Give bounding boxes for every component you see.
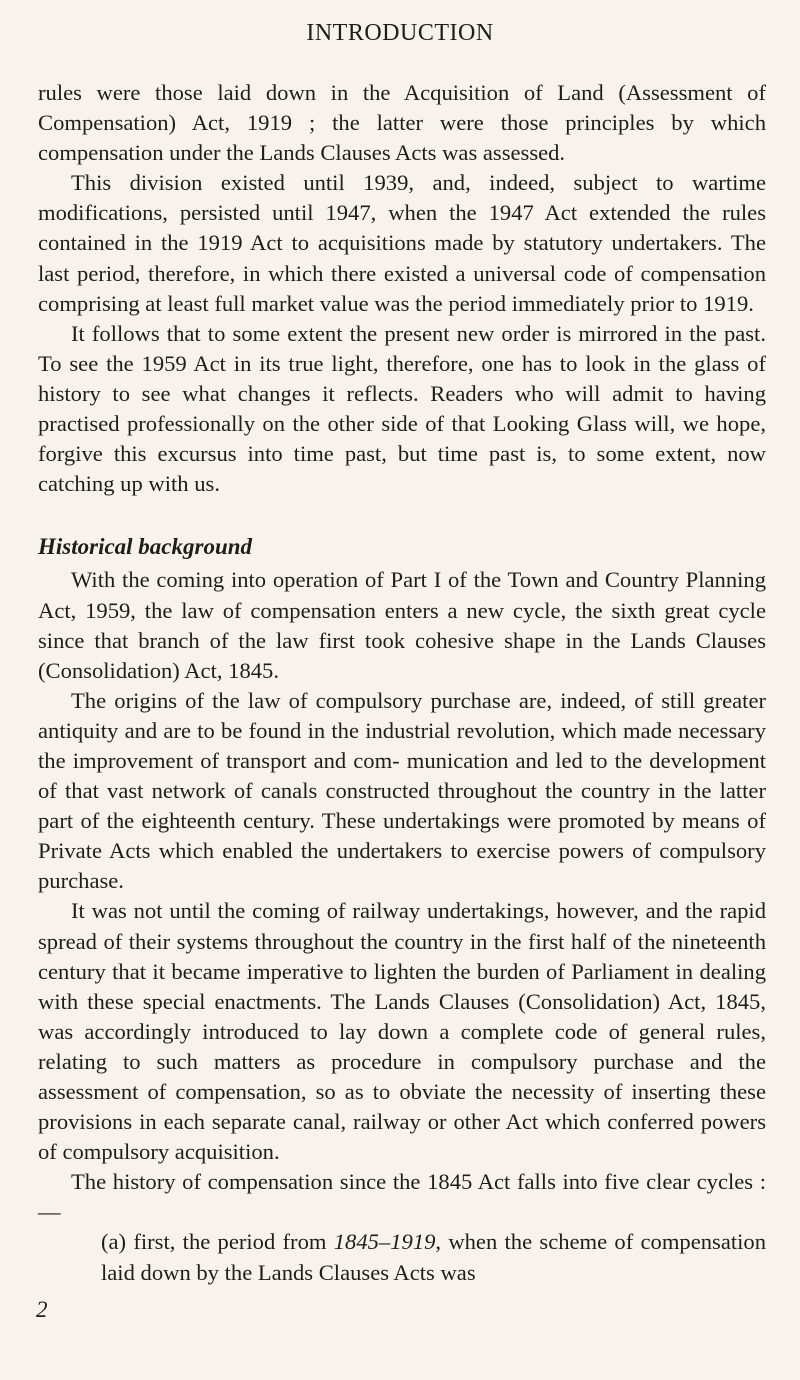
paragraph: The origins of the law of compulsory purchase are, indeed, of still greater antiquity and are to be found in the industrial revolution, which made necessary the improvement of transport and com- munication and led to the development of that vast network of canals constructed throughout the country in the latter part of the eighteenth century. These undertakings were promoted by means of Private Acts which enabled the undertakers to exercise powers of compulsory purchase. [38,687,766,894]
section-heading: Historical background [38,534,253,560]
paragraph: With the coming into operation of Part I of the Town and Country Planning Act, 1959, the law of compensation enters a new cycle, the sixth great cycle since that branch of the law first took cohesive shape in the Lands Clauses (Consolidation) Act, 1845. [38,567,766,683]
list-item-period: 1845–1919 [333,1229,436,1255]
running-header: INTRODUCTION [306,20,494,46]
body-text [38,78,766,1288]
list-item-label: (a) [101,1229,127,1255]
list-item-text-continued: , when the scheme of compensation laid down by the Lands Clauses Acts was [101,1229,766,1285]
paragraph: It follows that to some extent the present new order is mirrored in the past. To see the 1959 Act in its true light, therefore, one has to look in the glass of history to see what changes it reflects. Readers who will admit to having practised professionally on the other side of that Looking Glass will, we hope, forgive this excursus into time past, but time past is, to some extent, now catching up with us. [38,320,766,497]
paragraph: The history of compensation since the 1845 Act falls into five clear cycles :— [38,1169,766,1225]
page-number: 2 [36,1297,48,1322]
paragraph-continuation: rules were those laid down in the Acquisition of Land (Assessment of Compensation) Act, 1919 ; the latter were those principles by which compensation under the Lands Clauses Acts was assessed. [38,80,766,166]
list-item-text: first, the period from [133,1229,327,1255]
list-item [38,1227,766,1287]
paragraph: It was not until the coming of railway undertakings, however, and the rapid spread of their systems throughout the country in the first half of the nineteenth century that it became imperative to lighten the burden of Parliament in dealing with these special enactments. The Lands Clauses (Consolidation) Act, 1845, was accordingly introduced to lay down a complete code of general rules, relating to such matters as procedure in compulsory purchase and the assessment of compensation, so as to obviate the necessity of inserting these provisions in each separate canal, railway or other Act which conferred powers of compulsory acquisition. [38,898,766,1165]
paragraph: This division existed until 1939, and, indeed, subject to wartime modifications, persisted until 1947, when the 1947 Act extended the rules contained in the 1919 Act to acquisitions made by statutory undertakers. The last period, therefore, in which there existed a universal code of compensation comprising at least full market value was the period immediately prior to 1919. [38,170,766,316]
